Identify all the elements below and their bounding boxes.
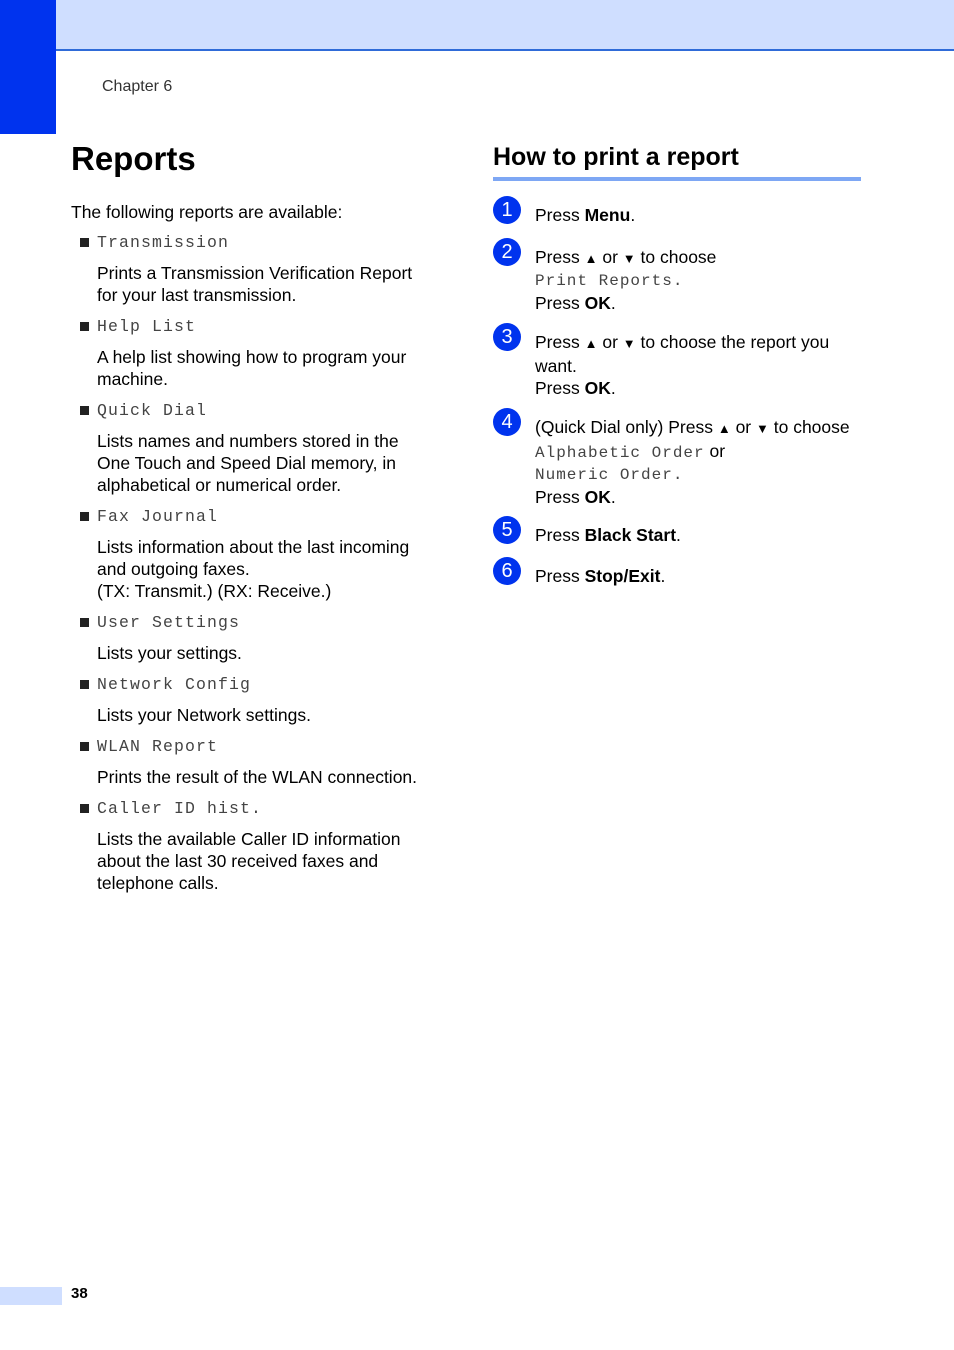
- step-rest: to choose: [635, 247, 717, 267]
- report-code: Help List: [97, 317, 197, 336]
- step-rest: want.: [535, 356, 577, 376]
- press-text: (Quick Dial only) Press: [535, 417, 718, 437]
- step-3: [493, 326, 863, 399]
- step-1: [493, 199, 863, 226]
- period: .: [630, 205, 636, 225]
- section-heading: How to print a report: [493, 143, 739, 171]
- key-label: OK: [584, 293, 611, 313]
- description-line: Lists your Network settings.: [97, 705, 311, 725]
- description-line: Lists information about the last incoming: [97, 537, 410, 557]
- period: .: [610, 378, 616, 398]
- up-arrow-icon: ▲: [584, 251, 598, 266]
- page-number: 38: [71, 1285, 88, 1302]
- description-line: (TX: Transmit.) (RX: Receive.): [97, 581, 332, 601]
- list-item: [78, 612, 458, 664]
- description-line: Prints the result of the WLAN connection.: [97, 767, 418, 787]
- report-code: User Settings: [97, 613, 241, 632]
- description-line: Lists names and numbers stored in the: [97, 431, 399, 451]
- report-description: [97, 766, 458, 788]
- key-label: OK: [584, 487, 611, 507]
- description-line: machine.: [97, 369, 169, 389]
- square-bullet-icon: [80, 618, 89, 627]
- step-text: [535, 331, 863, 399]
- key-label: Black Start: [584, 525, 677, 545]
- step-number: 3: [493, 323, 521, 351]
- report-description: [97, 536, 458, 602]
- description-line: about the last 30 received faxes and: [97, 851, 379, 871]
- description-line: A help list showing how to program your: [97, 347, 407, 367]
- press-text: Press: [535, 293, 585, 313]
- menu-option: Alphabetic Order: [535, 444, 705, 462]
- list-item: [78, 400, 458, 496]
- step-rest: to choose: [768, 417, 850, 437]
- report-code: Transmission: [97, 233, 230, 252]
- report-code: Fax Journal: [97, 507, 219, 526]
- or-text: or: [704, 441, 726, 461]
- report-code: Network Config: [97, 675, 252, 694]
- period: .: [660, 566, 666, 586]
- page-title: Reports: [71, 140, 196, 177]
- menu-option: Print Reports.: [535, 272, 684, 290]
- period: .: [610, 293, 616, 313]
- square-bullet-icon: [80, 238, 89, 247]
- up-arrow-icon: ▲: [717, 421, 731, 436]
- square-bullet-icon: [80, 512, 89, 521]
- step-rest: to choose the report you: [635, 332, 830, 352]
- description-line: alphabetical or numerical order.: [97, 475, 342, 495]
- step-5: [493, 519, 863, 546]
- or-text: or: [597, 332, 623, 352]
- report-code: WLAN Report: [97, 737, 219, 756]
- press-text: Press: [535, 205, 585, 225]
- report-description: [97, 704, 458, 726]
- description-line: telephone calls.: [97, 873, 219, 893]
- description-line: and outgoing faxes.: [97, 559, 250, 579]
- press-text: Press: [535, 525, 585, 545]
- step-6: [493, 560, 863, 587]
- square-bullet-icon: [80, 406, 89, 415]
- step-text: [535, 204, 863, 226]
- report-description: [97, 262, 458, 306]
- up-arrow-icon: ▲: [584, 336, 598, 351]
- key-label: OK: [584, 378, 611, 398]
- press-text: Press: [535, 378, 585, 398]
- footer-band: [0, 1287, 62, 1305]
- list-item: [78, 232, 458, 306]
- step-number: 6: [493, 557, 521, 585]
- period: .: [610, 487, 616, 507]
- step-4: [493, 411, 863, 508]
- report-description: [97, 430, 458, 496]
- report-code: Quick Dial: [97, 401, 208, 420]
- press-text: Press: [535, 487, 585, 507]
- step-text: [535, 246, 863, 314]
- list-item: [78, 736, 458, 788]
- square-bullet-icon: [80, 680, 89, 689]
- list-item: [78, 798, 458, 894]
- press-text: Press: [535, 247, 585, 267]
- or-text: or: [730, 417, 756, 437]
- report-description: [97, 828, 458, 894]
- chapter-tab: [0, 0, 56, 134]
- report-list: [78, 232, 458, 904]
- press-text: Press: [535, 332, 585, 352]
- report-description: [97, 642, 458, 664]
- step-2: [493, 241, 863, 314]
- description-line: Lists your settings.: [97, 643, 242, 663]
- step-number: 4: [493, 408, 521, 436]
- description-line: Prints a Transmission Verification Report: [97, 263, 413, 283]
- step-number: 1: [493, 196, 521, 224]
- step-text: [535, 416, 863, 508]
- step-text: [535, 565, 863, 587]
- down-arrow-icon: ▼: [756, 421, 769, 436]
- report-code: Caller ID hist.: [97, 799, 263, 818]
- square-bullet-icon: [80, 322, 89, 331]
- description-line: Lists the available Caller ID information: [97, 829, 401, 849]
- list-item: [78, 316, 458, 390]
- menu-option: Numeric Order.: [535, 466, 684, 484]
- step-text: [535, 524, 863, 546]
- down-arrow-icon: ▼: [622, 251, 636, 266]
- press-text: Press: [535, 566, 585, 586]
- key-label: Stop/Exit: [584, 566, 661, 586]
- down-arrow-icon: ▼: [622, 336, 636, 351]
- intro-text: The following reports are available:: [71, 202, 343, 222]
- list-item: [78, 506, 458, 602]
- header-band: [0, 0, 954, 51]
- chapter-label: Chapter 6: [102, 78, 173, 95]
- description-line: for your last transmission.: [97, 285, 297, 305]
- list-item: [78, 674, 458, 726]
- heading-rule: [493, 177, 861, 181]
- report-description: [97, 346, 458, 390]
- step-number: 2: [493, 238, 521, 266]
- step-number: 5: [493, 516, 521, 544]
- description-line: One Touch and Speed Dial memory, in: [97, 453, 396, 473]
- key-label: Menu: [584, 205, 631, 225]
- square-bullet-icon: [80, 804, 89, 813]
- period: .: [676, 525, 681, 545]
- square-bullet-icon: [80, 742, 89, 751]
- or-text: or: [597, 247, 623, 267]
